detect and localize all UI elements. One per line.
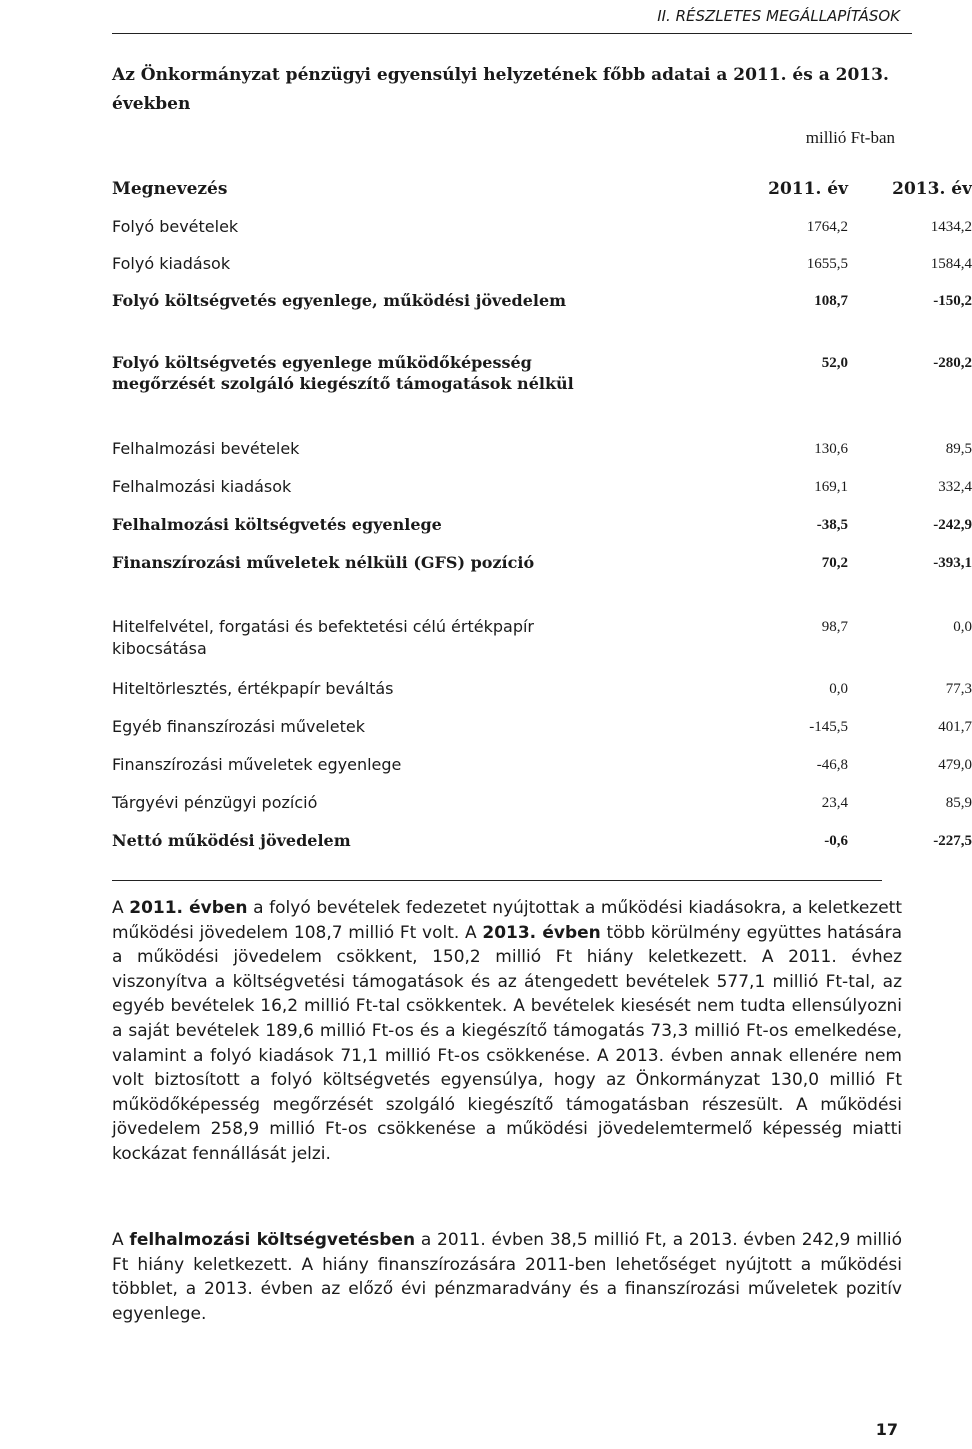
header-2011: 2011. év: [768, 179, 848, 199]
row-value-2011: 0,0: [829, 681, 848, 697]
header-2013: 2013. év: [892, 179, 972, 199]
table-row: [112, 476, 972, 514]
bold-run: 2011. évben: [129, 898, 248, 918]
row-value-2011: 108,7: [814, 293, 848, 309]
paragraph-current-budget: [112, 896, 902, 1167]
row-label: Felhalmozási költségvetés egyenlege: [112, 515, 442, 534]
row-value-2013: -280,2: [933, 355, 972, 371]
table-row: [112, 792, 972, 830]
table-row: [112, 514, 972, 552]
row-value-2011: 1655,5: [806, 256, 848, 272]
section-title: II. RÉSZLETES MEGÁLLAPÍTÁSOK: [657, 7, 900, 25]
row-value-2011: 130,6: [814, 441, 848, 457]
bold-run: felhalmozási költségvetésben: [129, 1230, 416, 1250]
table-title: Az Önkormányzat pénzügyi egyensúlyi helyzetének főbb adatai a 2011. és a 2013. években: [112, 65, 889, 114]
text-run: A: [112, 1230, 130, 1250]
row-value-2013: -227,5: [933, 833, 972, 849]
row-value-2013: 332,4: [938, 479, 972, 495]
paragraph-capital-budget: [112, 1228, 902, 1326]
text-run: több körülmény együttes hatására a működési jövedelem csökkent, 150,2 millió Ft hiány keletkezett. A 2011. évhez viszonyítva a költségvetési támogatások és az átengedett bevételek 577,1 millió Ft-tal, az egyéb bevételek 16,2 millió Ft-tal csökkentek. A bevételek kiesését nem tudta ellensúlyozni a saját bevételek 189,6 millió Ft-os és a kiegészítő támogatás 73,3 millió Ft-os emelkedése, valamint a folyó kiadások 71,1 millió Ft-os csökkenése. A 2013. évben annak ellenére nem volt biztosított a folyó költségvetés egyensúlya, hogy az Önkormányzat 130,0 millió Ft működőképesség megőrzését szolgáló kiegészítő támogatásban részesült. A működési jövedelem 258,9 millió Ft-os csökkenése a működési jövedelemtermelő képesség miatti kockázat fennállását jelzi.: [112, 922, 903, 1164]
row-value-2011: -46,8: [816, 757, 848, 773]
row-label: Finanszírozási műveletek nélküli (GFS) pozíció: [112, 553, 535, 572]
row-label: Felhalmozási bevételek: [112, 439, 300, 458]
unit-label: millió Ft-ban: [805, 128, 895, 147]
table-header-row: [112, 178, 972, 216]
table-row: [112, 678, 972, 716]
row-value-2013: -242,9: [933, 517, 972, 533]
row-value-2013: 0,0: [953, 619, 972, 635]
text-run: A: [112, 898, 130, 918]
row-value-2011: 169,1: [814, 479, 848, 495]
row-value-2013: 89,5: [945, 441, 972, 457]
row-value-2011: 98,7: [821, 619, 848, 635]
table-row: [112, 216, 972, 253]
row-value-2013: 1584,4: [930, 256, 972, 272]
row-value-2013: 401,7: [938, 719, 972, 735]
row-value-2013: 85,9: [945, 795, 972, 811]
text-run: a folyó bevételek fedezetet nyújtottak a működési kiadásokra, a keletkezett működési jövedelem 108,7 millió Ft volt. A: [112, 898, 902, 943]
row-value-2011: -38,5: [816, 517, 848, 533]
row-value-2011: -145,5: [809, 719, 848, 735]
row-value-2013: -393,1: [933, 555, 972, 571]
row-value-2011: 52,0: [821, 355, 848, 371]
row-label: Egyéb finanszírozási műveletek: [112, 717, 365, 736]
row-label: Tárgyévi pénzügyi pozíció: [112, 793, 318, 812]
row-label: Folyó költségvetés egyenlege, működési jövedelem: [112, 291, 567, 310]
row-value-2011: 70,2: [821, 555, 848, 571]
table-row: [112, 552, 972, 616]
table-row: [112, 616, 972, 678]
row-label: Hiteltörlesztés, értékpapír beváltás: [112, 679, 394, 698]
financial-table: [112, 178, 972, 860]
row-label: Folyó költségvetés egyenlege működőképesség megőrzését szolgáló kiegészítő támogatások nélkül: [112, 353, 574, 393]
text-run: a 2011. évben 38,5 millió Ft, a 2013. évben 242,9 millió Ft hiány keletkezett. A hiány finanszírozására 2011-ben lehetőséget nyújtott a működési többlet, a 2013. évben az előző évi pénzmaradvány és a finanszírozási műveletek pozitív egyenlege.: [112, 1230, 903, 1324]
table-row: [112, 716, 972, 754]
row-value-2011: -0,6: [824, 833, 848, 849]
row-value-2013: 1434,2: [930, 219, 972, 235]
row-value-2013: -150,2: [933, 293, 972, 309]
row-label: Nettó működési jövedelem: [112, 831, 351, 850]
row-value-2011: 23,4: [821, 795, 848, 811]
table-row: [112, 754, 972, 792]
table-row: [112, 438, 972, 476]
row-value-2011: 1764,2: [806, 219, 848, 235]
header-name: Megnevezés: [112, 179, 228, 199]
table-row: [112, 830, 972, 860]
table-row: [112, 253, 972, 290]
row-label: Finanszírozási műveletek egyenlege: [112, 755, 402, 774]
row-value-2013: 77,3: [945, 681, 972, 697]
row-label: Folyó kiadások: [112, 254, 231, 273]
row-value-2013: 479,0: [938, 757, 972, 773]
row-label: Folyó bevételek: [112, 217, 239, 236]
bold-run: 2013. évben: [482, 922, 601, 943]
running-header: [112, 0, 912, 34]
table-bottom-rule: [112, 880, 882, 881]
table-row: [112, 352, 972, 438]
page-number: 17: [875, 1420, 898, 1439]
table-row: [112, 290, 972, 352]
row-label: Felhalmozási kiadások: [112, 477, 292, 496]
row-label: Hitelfelvétel, forgatási és befektetési célú értékpapír kibocsátása: [112, 617, 534, 658]
